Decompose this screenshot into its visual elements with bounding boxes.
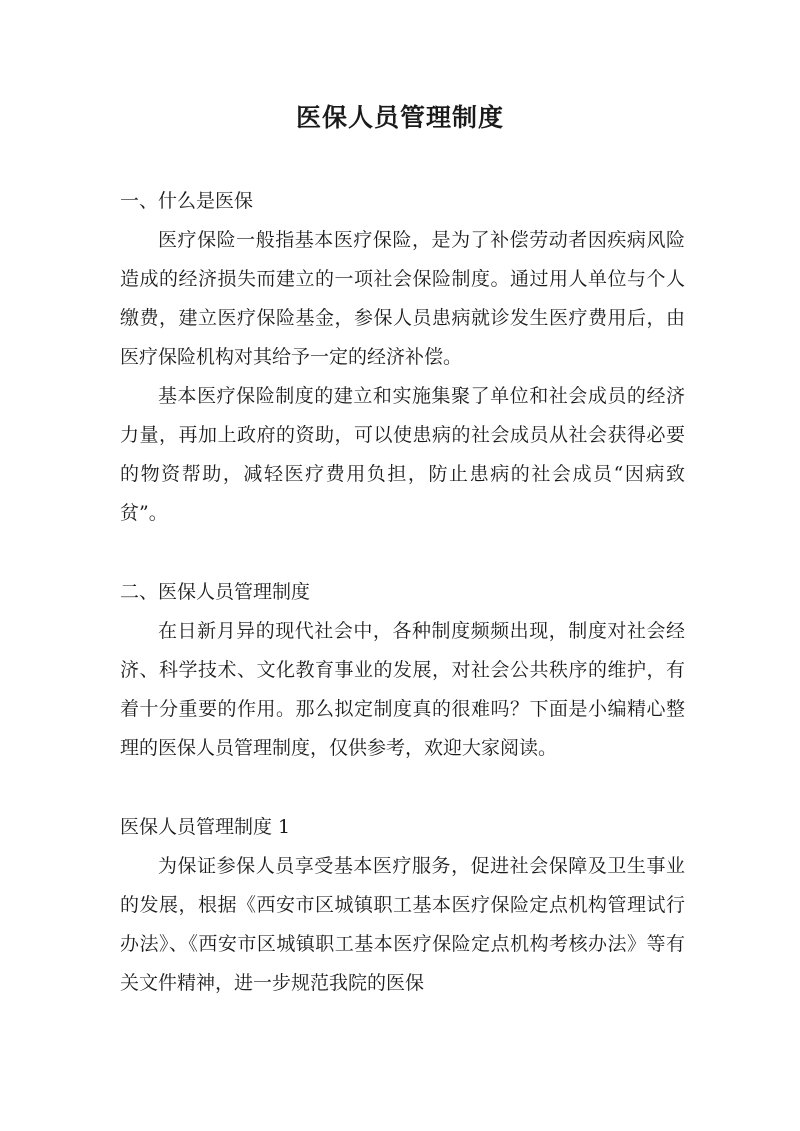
paragraph: 为保证参保人员享受基本医疗服务，促进社会保障及卫生事业的发展，根据《西安市区城镇职工基本医疗保险定点机构管理试行办法》、《西安市区城镇职工基本医疗保险定点机构考核办法》等有关文件精神，进一步规范我院的医保 — [120, 855, 685, 994]
section-management-system-1 — [120, 808, 685, 1003]
paragraph: 医疗保险一般指基本医疗保险，是为了补偿劳动者因疾病风险造成的经济损失而建立的一项社会保险制度。通过用人单位与个人缴费，建立医疗保险基金，参保人员患病就诊发生医疗费用后，由医疗保险机构对其给予一定的经济补偿。 — [120, 229, 685, 368]
section-heading: 一、什么是医保 — [120, 190, 254, 212]
section-heading: 医保人员管理制度 1 — [120, 816, 291, 838]
section-what-is-medical-insurance — [120, 182, 685, 533]
document-body — [120, 182, 685, 1003]
document-title: 医保人员管理制度 — [295, 103, 504, 132]
section-spacer — [120, 768, 685, 808]
section-spacer — [120, 533, 685, 573]
section-heading: 二、医保人员管理制度 — [120, 581, 311, 603]
paragraph: 基本医疗保险制度的建立和实施集聚了单位和社会成员的经济力量，再加上政府的资助，可以使患病的社会成员从社会获得必要的物资帮助，减轻医疗费用负担，防止患病的社会成员“因病致贫”。 — [120, 385, 685, 524]
paragraph: 在日新月异的现代社会中，各种制度频频出现，制度对社会经济、科学技术、文化教育事业的发展，对社会公共秩序的维护，有着十分重要的作用。那么拟定制度真的很难吗？下面是小编精心整理的医保人员管理制度，仅供参考，欢迎大家阅读。 — [120, 620, 685, 759]
section-management-system — [120, 573, 685, 768]
